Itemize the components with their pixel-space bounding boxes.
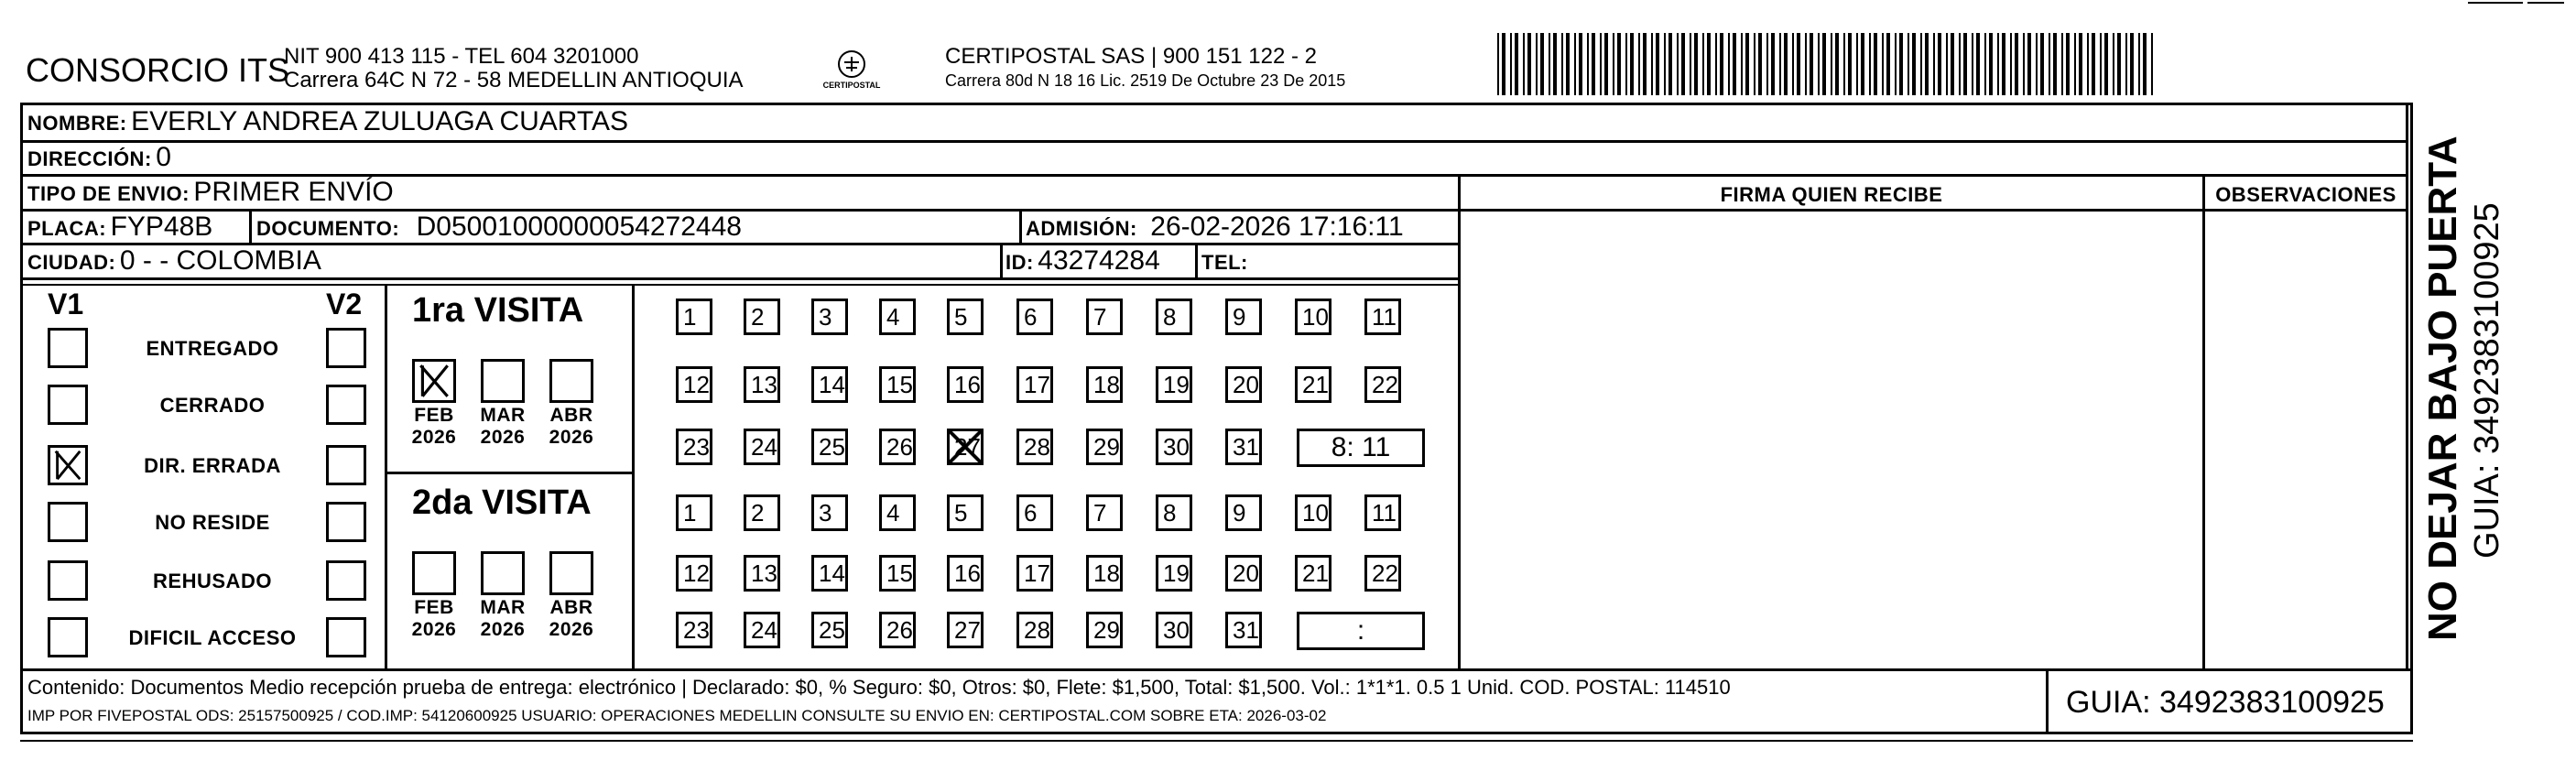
barcode-bar [1779, 33, 1781, 95]
v2-checkbox[interactable] [326, 445, 366, 485]
tel-cell [1201, 245, 1248, 277]
visit2-day-box[interactable]: 20 [1225, 555, 1262, 592]
tel-label: TEL: [1201, 251, 1248, 274]
visit1-day-box[interactable]: 6 [1016, 299, 1053, 335]
carrier-line-2: Carrera 80d N 18 16 Lic. 2519 De Octubre 23 De 2015 [945, 71, 1346, 90]
placa-cell [27, 212, 212, 243]
v1-checkbox[interactable] [48, 328, 88, 368]
visit1-day-box[interactable]: 25 [811, 429, 848, 465]
footer-guia: GUIA: 3492383100925 [2066, 685, 2385, 720]
v2-label: V2 [326, 288, 363, 320]
barcode-bar [2100, 33, 2102, 95]
visit1-day-box[interactable]: 5 [947, 299, 984, 335]
barcode-bar [1758, 33, 1762, 95]
barcode-bar [2049, 33, 2050, 95]
barcode-bar [1810, 33, 1813, 95]
barcode-bar [2053, 33, 2057, 95]
barcode-bar [1822, 33, 1826, 95]
visit2-day-box[interactable]: 5 [947, 494, 984, 531]
visit1-day-box[interactable]: 30 [1156, 429, 1192, 465]
visit1-day-box[interactable]: 27 [947, 429, 984, 465]
visit2-day-box[interactable]: 15 [879, 555, 916, 592]
visit1-day-box[interactable]: 22 [1364, 366, 1401, 403]
certipostal-logo [815, 44, 888, 99]
barcode-bar [2079, 33, 2082, 95]
visit1-day-box[interactable]: 11 [1364, 299, 1401, 335]
v1-checkbox[interactable] [48, 385, 88, 425]
v1-checkbox[interactable] [48, 502, 88, 542]
barcode-bar [1925, 33, 1929, 95]
footer-contenido: Contenido: Documentos Medio recepción prueba de entrega: electrónico | Declarado: $0, % Seguro: $0, Otros: $0, Flete: $1,500, Total: $1,500. Vol.: 1*1*1. 0.5 1 Unid. COD. POSTAL: 114510 [27, 676, 1731, 699]
barcode-bar [1694, 33, 1698, 95]
barcode-bar [1604, 33, 1608, 95]
visit2-day-box[interactable]: 14 [811, 555, 848, 592]
barcode-bar [1613, 33, 1614, 95]
v1-label: V1 [48, 288, 84, 320]
tipo-row [27, 177, 394, 208]
barcode-bar [1523, 33, 1525, 95]
barcode-bar [1702, 33, 1704, 95]
visit1-day-box[interactable]: 3 [811, 299, 848, 335]
visit1-day-box[interactable]: 18 [1086, 366, 1123, 403]
visit2-month-checkbox[interactable] [481, 551, 525, 595]
barcode-bar [1920, 33, 1922, 95]
barcode-bar [1784, 33, 1788, 95]
barcode-bar [1989, 33, 1993, 95]
visit1-year-label: 2026 [411, 427, 457, 448]
id-value: 43274284 [1038, 245, 1160, 276]
visit2-year-label: 2026 [549, 619, 594, 640]
barcode-bar [1592, 33, 1595, 95]
visit1-month-label: ABR [549, 405, 593, 426]
visit2-day-box[interactable]: 26 [879, 612, 916, 648]
documento-cell [256, 212, 742, 243]
v2-checkbox[interactable] [326, 328, 366, 368]
visit2-day-box[interactable]: 4 [879, 494, 916, 531]
visit1-day-box[interactable]: 7 [1086, 299, 1123, 335]
barcode-bar [1805, 33, 1807, 95]
v1-checkbox[interactable] [48, 560, 88, 601]
visit1-day-box[interactable]: 20 [1225, 366, 1262, 403]
barcode-bar [1754, 33, 1755, 95]
barcode-bar [1912, 33, 1916, 95]
visit2-day-box[interactable]: 6 [1016, 494, 1053, 531]
barcode-bar [2040, 33, 2044, 95]
barcode-bar [1951, 33, 1954, 95]
barcode-bar [2125, 33, 2127, 95]
tipo-value: PRIMER ENVÍO [193, 177, 394, 207]
barcode-bar [1510, 33, 1512, 95]
barcode-bar [1946, 33, 1948, 95]
v1-checkbox[interactable] [48, 617, 88, 657]
barcode-bar [1848, 33, 1852, 95]
barcode-bar [2087, 33, 2089, 95]
barcode-bar [2117, 33, 2121, 95]
barcode-bar [1553, 33, 1557, 95]
direccion-value: 0 [156, 142, 171, 172]
status-label: REHUSADO [153, 570, 272, 592]
visit1-day-box[interactable]: 24 [744, 429, 780, 465]
visit2-day-box[interactable]: 10 [1295, 494, 1331, 531]
id-cell [1005, 245, 1160, 277]
barcode-bar [1933, 33, 1935, 95]
visit2-day-box[interactable]: 21 [1295, 555, 1331, 592]
barcode-bar [1638, 33, 1640, 95]
logo-text: CERTIPOSTAL [822, 81, 881, 90]
barcode-bar [1617, 33, 1621, 95]
visit1-day-box[interactable]: 21 [1295, 366, 1331, 403]
barcode-bar [1766, 33, 1768, 95]
barcode-bar [1527, 33, 1531, 95]
barcode-bar [2061, 33, 2063, 95]
visit1-day-box[interactable]: 19 [1156, 366, 1192, 403]
visit2-day-box[interactable]: 1 [676, 494, 712, 531]
barcode-bar [2104, 33, 2108, 95]
visit2-day-box[interactable]: 22 [1364, 555, 1401, 592]
visit2-month-checkbox[interactable] [412, 551, 456, 595]
ciudad-cell [27, 245, 321, 277]
barcode-bar [1536, 33, 1538, 95]
barcode-bar [2130, 33, 2134, 95]
barcode-bar [2151, 33, 2153, 95]
visit1-day-box[interactable]: 16 [947, 366, 984, 403]
visit2-day-box[interactable]: 12 [676, 555, 712, 592]
v2-checkbox[interactable] [326, 617, 366, 657]
visit2-day-box[interactable]: 28 [1016, 612, 1053, 648]
barcode-bar [1728, 33, 1730, 95]
placa-label: PLACA: [27, 217, 107, 240]
barcode-bar [1643, 33, 1647, 95]
barcode-bar [1681, 33, 1685, 95]
visit1-day-box[interactable]: 12 [676, 366, 712, 403]
barcode-bar [2036, 33, 2038, 95]
visit1-day-box[interactable]: 17 [1016, 366, 1053, 403]
visit1-day-box[interactable]: 2 [744, 299, 780, 335]
visit1-day-box[interactable]: 29 [1086, 429, 1123, 465]
admision-cell [1026, 212, 1404, 243]
status-label: DIR. ERRADA [144, 454, 281, 477]
barcode-bar [1771, 33, 1775, 95]
barcode-bar [1899, 33, 1903, 95]
documento-value: D05001000000054272448 [416, 212, 742, 242]
nombre-label: NOMBRE: [27, 112, 127, 135]
barcode-bar [1625, 33, 1627, 95]
nombre-value: EVERLY ANDREA ZULUAGA CUARTAS [131, 106, 629, 136]
barcode-bar [1497, 33, 1499, 95]
barcode-bar [1741, 33, 1743, 95]
visit2-month-label: MAR [480, 597, 526, 618]
placa-value: FYP48B [110, 212, 213, 242]
barcode-bar [2002, 33, 2005, 95]
visit2-title: 2da VISITA [412, 483, 592, 522]
barcode-bar [2010, 33, 2012, 95]
visit2-day-box[interactable]: 9 [1225, 494, 1262, 531]
barcode-bar [1690, 33, 1691, 95]
visit2-month-checkbox[interactable] [549, 551, 593, 595]
barcode-bar [2074, 33, 2076, 95]
direccion-label: DIRECCIÓN: [27, 147, 152, 170]
visit1-month-label: FEB [414, 405, 454, 426]
barcode-bar [1963, 33, 1967, 95]
barcode-bar [1843, 33, 1845, 95]
barcode-bar [2023, 33, 2025, 95]
v2-checkbox[interactable] [326, 385, 366, 425]
visit2-day-box[interactable]: 8 [1156, 494, 1192, 531]
visit2-day-box[interactable]: 19 [1156, 555, 1192, 592]
visit2-day-box[interactable]: 17 [1016, 555, 1053, 592]
barcode-bar [1997, 33, 1999, 95]
visit2-month-label: FEB [414, 597, 454, 618]
barcode-bar [1579, 33, 1582, 95]
barcode-bar [1972, 33, 1973, 95]
visit2-day-box[interactable]: 13 [744, 555, 780, 592]
status-label: NO RESIDE [155, 511, 270, 534]
side-guia: GUIA: 3492383100925 [2468, 202, 2506, 559]
barcode-bar [1835, 33, 1839, 95]
visit2-day-box[interactable]: 16 [947, 555, 984, 592]
visit1-day-box[interactable]: 1 [676, 299, 712, 335]
direccion-row [27, 142, 171, 173]
barcode-bar [1707, 33, 1711, 95]
visit2-day-box[interactable]: 11 [1364, 494, 1401, 531]
visit1-day-box[interactable]: 9 [1225, 299, 1262, 335]
v2-checkbox[interactable] [326, 560, 366, 601]
ciudad-label: CIUDAD: [27, 251, 116, 274]
barcode-bar [1733, 33, 1736, 95]
barcode-bar [1797, 33, 1800, 95]
barcode-bar [1566, 33, 1570, 95]
id-label: ID: [1005, 251, 1034, 274]
visit2-year-label: 2026 [480, 619, 526, 640]
status-label: CERRADO [159, 394, 266, 417]
barcode-bar [1831, 33, 1832, 95]
documento-label: DOCUMENTO: [256, 217, 400, 240]
visit1-time-box[interactable]: 8: 11 [1297, 429, 1425, 467]
barcode-bar [1540, 33, 1544, 95]
barcode-bar [1720, 33, 1723, 95]
status-label: DIFICIL ACCESO [128, 626, 297, 649]
barcode-bar [1561, 33, 1563, 95]
carrier-line-1: CERTIPOSTAL SAS | 900 151 122 - 2 [945, 44, 1317, 69]
visit2-day-box[interactable]: 25 [811, 612, 848, 648]
visit1-day-box[interactable]: 26 [879, 429, 916, 465]
visit2-day-box[interactable]: 2 [744, 494, 780, 531]
barcode-bar [1984, 33, 1986, 95]
barcode-bar [1574, 33, 1576, 95]
visit1-month-checkbox[interactable] [412, 359, 456, 403]
barcode-bar [1886, 33, 1890, 95]
footer-imp: IMP POR FIVEPOSTAL ODS: 25157500925 / COD.IMP: 54120600925 USUARIO: OPERACIONES MEDELLIN CONSULTE SU ENVIO EN: CERTIPOSTAL.COM SOBRE ETA: 2026-03-02 [27, 707, 1327, 724]
visit2-time-box[interactable]: : [1297, 612, 1425, 650]
visit2-day-box[interactable]: 27 [947, 612, 984, 648]
barcode-bar [2143, 33, 2147, 95]
side-warning: NO DEJAR BAJO PUERTA [2420, 136, 2465, 641]
visit1-year-label: 2026 [549, 427, 594, 448]
company-name: CONSORCIO ITS [26, 51, 290, 89]
barcode-bar [1664, 33, 1666, 95]
barcode-bar [2092, 33, 2095, 95]
visit1-day-box[interactable]: 4 [879, 299, 916, 335]
barcode-bar [1976, 33, 1980, 95]
ciudad-value: 0 - - COLOMBIA [119, 245, 321, 276]
visit1-month-checkbox[interactable] [549, 359, 593, 403]
visit2-day-box[interactable]: 29 [1086, 612, 1123, 648]
visit2-day-box[interactable]: 23 [676, 612, 712, 648]
barcode-bar [1882, 33, 1884, 95]
barcode-bar [1895, 33, 1897, 95]
barcode-bar [1908, 33, 1909, 95]
barcode-bar [1959, 33, 1961, 95]
visit1-day-box[interactable]: 10 [1295, 299, 1331, 335]
visit1-day-box[interactable]: 14 [811, 366, 848, 403]
visit1-year-label: 2026 [480, 427, 526, 448]
visit2-day-box[interactable]: 3 [811, 494, 848, 531]
barcode-bar [1587, 33, 1589, 95]
status-label: ENTREGADO [146, 337, 279, 360]
barcode [1497, 33, 2157, 95]
visit1-month-checkbox[interactable] [481, 359, 525, 403]
company-line-1: NIT 900 413 115 - TEL 604 3201000 [284, 44, 639, 69]
nombre-row [27, 106, 628, 137]
barcode-bar [1792, 33, 1794, 95]
visit1-day-box[interactable]: 13 [744, 366, 780, 403]
barcode-bar [2113, 33, 2114, 95]
barcode-bar [2027, 33, 2031, 95]
barcode-bar [1630, 33, 1634, 95]
visit2-day-box[interactable]: 31 [1225, 612, 1262, 648]
admision-value: 26-02-2026 17:16:11 [1150, 212, 1404, 242]
visit1-month-label: MAR [480, 405, 526, 426]
observaciones-label: OBSERVACIONES [2215, 183, 2397, 206]
visit1-day-box[interactable]: 28 [1016, 429, 1053, 465]
barcode-bar [2138, 33, 2140, 95]
v2-checkbox[interactable] [326, 502, 366, 542]
barcode-bar [1869, 33, 1871, 95]
barcode-bar [1668, 33, 1672, 95]
barcode-bar [1745, 33, 1749, 95]
barcode-bar [1861, 33, 1864, 95]
barcode-bar [1938, 33, 1941, 95]
visit1-title: 1ra VISITA [412, 291, 584, 330]
firma-label: FIRMA QUIEN RECIBE [1720, 183, 1943, 206]
visit2-day-box[interactable]: 7 [1086, 494, 1123, 531]
tipo-label: TIPO DE ENVIO: [27, 182, 190, 205]
barcode-bar [1715, 33, 1717, 95]
barcode-bar [1515, 33, 1518, 95]
barcode-bar [1856, 33, 1858, 95]
barcode-bar [2015, 33, 2018, 95]
barcode-bar [1600, 33, 1602, 95]
barcode-bar [1656, 33, 1659, 95]
barcode-bar [1502, 33, 1505, 95]
visit2-month-label: ABR [549, 597, 593, 618]
visit1-day-box[interactable]: 15 [879, 366, 916, 403]
barcode-bar [1874, 33, 1877, 95]
barcode-bar [1549, 33, 1550, 95]
visit2-day-box[interactable]: 18 [1086, 555, 1123, 592]
visit1-day-box[interactable]: 8 [1156, 299, 1192, 335]
company-line-2: Carrera 64C N 72 - 58 MEDELLIN ANTIOQUIA [284, 68, 744, 92]
visit2-day-box[interactable]: 30 [1156, 612, 1192, 648]
visit1-day-box[interactable]: 23 [676, 429, 712, 465]
visit2-year-label: 2026 [411, 619, 457, 640]
visit1-day-box[interactable]: 31 [1225, 429, 1262, 465]
barcode-bar [1818, 33, 1820, 95]
barcode-bar [1651, 33, 1653, 95]
admision-label: ADMISIÓN: [1026, 217, 1137, 240]
barcode-bar [2066, 33, 2070, 95]
barcode-bar [1677, 33, 1679, 95]
visit2-day-box[interactable]: 24 [744, 612, 780, 648]
v1-checkbox[interactable] [48, 445, 88, 485]
